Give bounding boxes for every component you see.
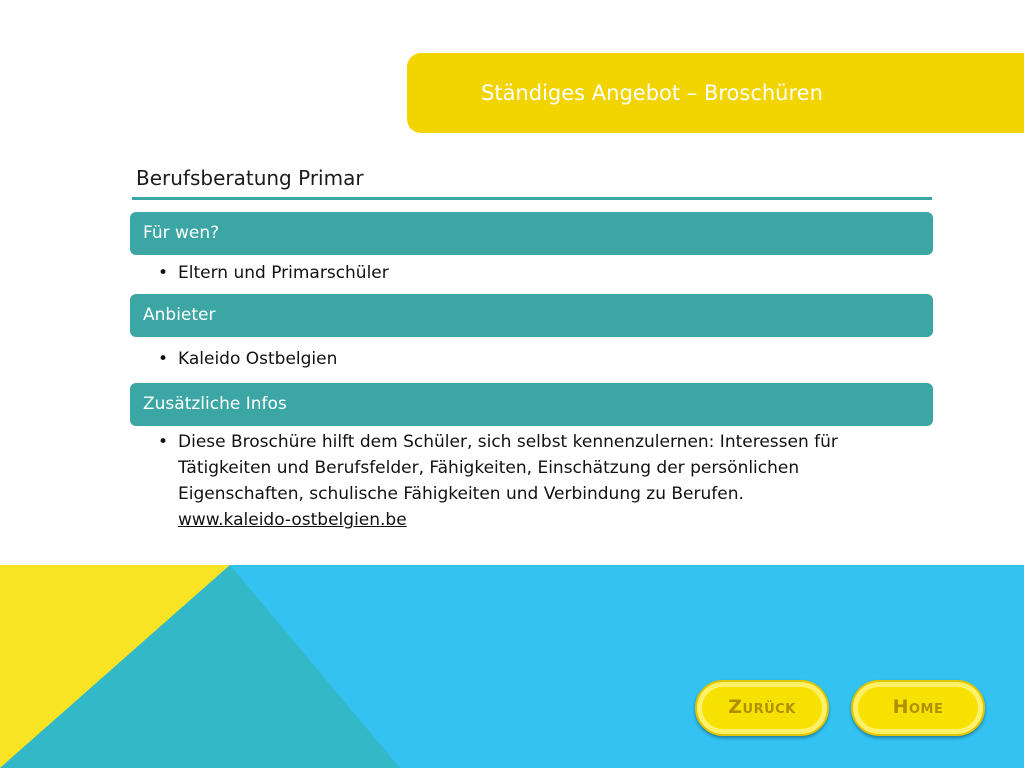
back-button-label: Zurück	[728, 696, 796, 718]
section-title: Berufsberatung Primar	[136, 166, 364, 190]
list-item-text: Eltern und Primarschüler	[178, 263, 389, 283]
section-divider	[132, 197, 932, 200]
label-bar-text: Für wen?	[143, 223, 220, 243]
label-bar-provider	[130, 294, 933, 337]
list-item-text: Kaleido Ostbelgien	[178, 349, 338, 369]
label-bar-text: Anbieter	[143, 305, 216, 325]
bullet-icon: •	[158, 349, 169, 369]
bullet-icon: •	[158, 263, 169, 283]
page-title: Ständiges Angebot – Broschüren	[481, 81, 823, 105]
back-button[interactable]	[695, 680, 829, 736]
label-bar-target-group	[130, 212, 933, 255]
label-bar-text: Zusätzliche Infos	[143, 394, 287, 414]
list-item	[158, 429, 898, 533]
list-item	[158, 346, 898, 372]
home-button-label: Home	[892, 696, 944, 718]
list-item	[158, 260, 898, 286]
title-banner	[407, 53, 1024, 133]
decorative-background	[0, 565, 1024, 768]
list-item-text: Diese Broschüre hilft dem Schüler, sich selbst kennenzulernen: Interessen für Tätigkeiten und Berufsfelder, Fähigkeiten, Einschätzung der persönlichen Eigenschaften, schulische Fähigkeiten und Verbindung zu Berufen.	[178, 432, 838, 504]
bullet-icon: •	[158, 432, 169, 452]
label-bar-additional-info	[130, 383, 933, 426]
home-button[interactable]	[851, 680, 985, 736]
website-link[interactable]: www.kaleido-ostbelgien.be	[178, 510, 407, 530]
